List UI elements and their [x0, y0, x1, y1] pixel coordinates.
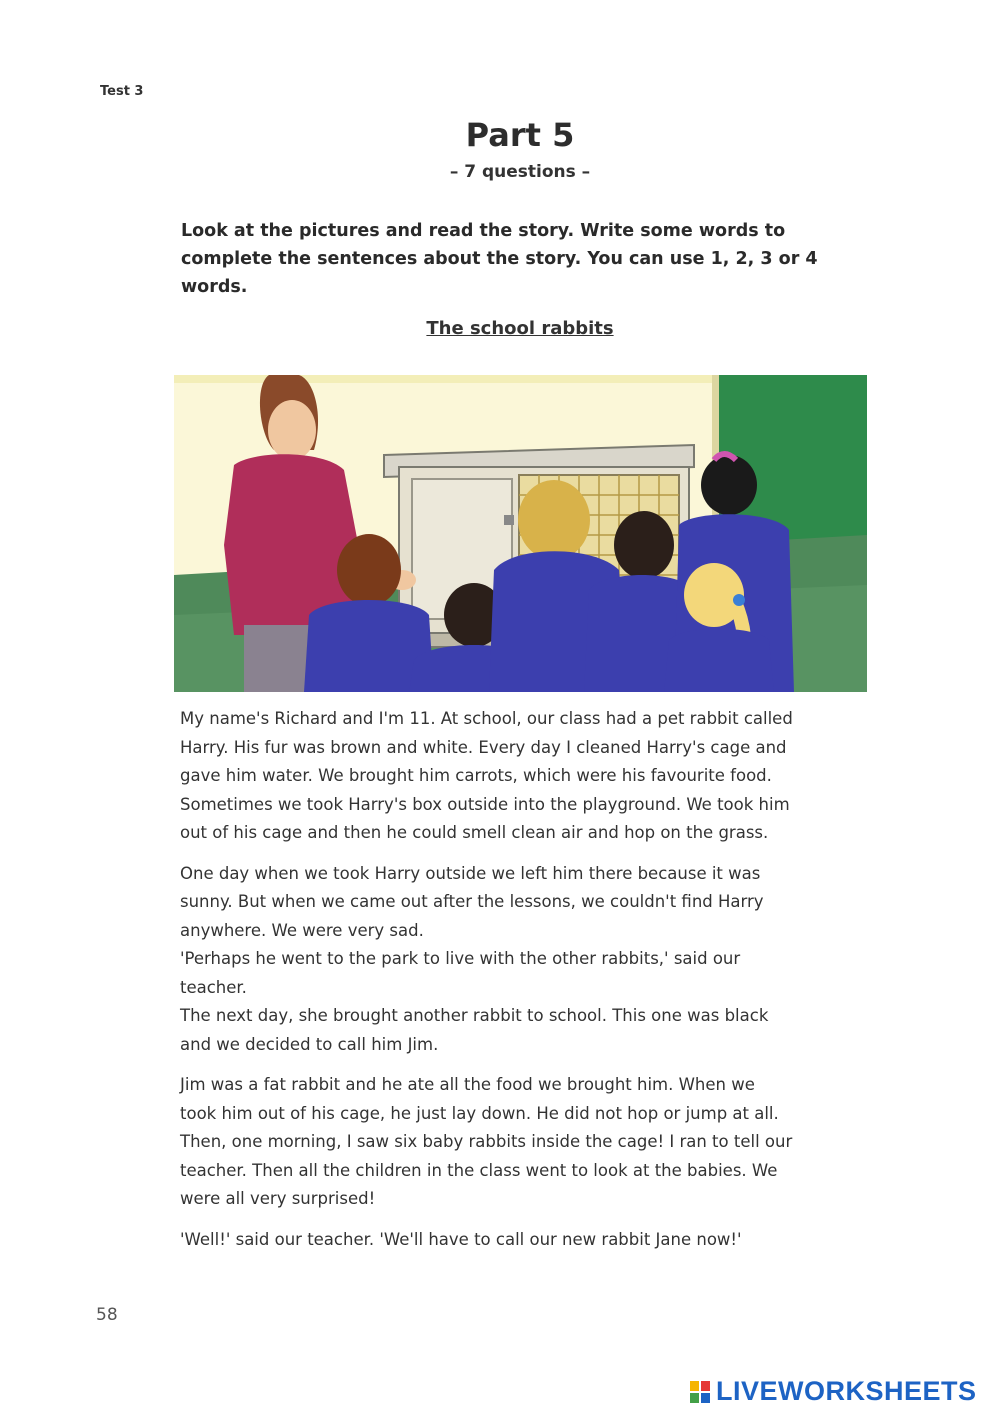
story-line: The next day, she brought another rabbit to school. This one was black — [180, 1006, 769, 1025]
story-paragraph-3 — [180, 1071, 870, 1214]
story-line: Sometimes we took Harry's box outside into the playground. We took him — [180, 794, 790, 814]
story-line: and we decided to call him Jim. — [180, 1034, 439, 1054]
liveworksheets-text: LIVEWORKSHEETS — [716, 1376, 977, 1406]
story-paragraph-4 — [180, 1226, 870, 1255]
instructions-text: Look at the pictures and read the story. Write some words to complete the sentences about the story. You can use 1, 2, 3 or 4 words. — [181, 221, 818, 297]
story-line: were all very surprised! — [180, 1189, 376, 1208]
story-line: 'Perhaps he went to the park to live with the other rabbits,' said our — [180, 949, 741, 968]
story-title: The school rabbits — [426, 318, 614, 339]
liveworksheets-icon — [690, 1381, 710, 1403]
story-line: teacher. Then all the children in the class went to look at the babies. We — [180, 1160, 778, 1180]
story-line: out of his cage and then he could smell clean air and hop on the grass. — [180, 823, 769, 842]
test-label: Test 3 — [100, 84, 144, 99]
page-title: Part 5 — [465, 116, 575, 154]
page-subtitle: – 7 questions – — [449, 162, 591, 182]
page-number: 58 — [96, 1305, 118, 1325]
story-text — [180, 705, 870, 1266]
story-line: Harry. His fur was brown and white. Every day I cleaned Harry's cage and — [180, 737, 787, 757]
story-line: teacher. — [180, 977, 247, 997]
story-line: Then, one morning, I saw six baby rabbits inside the cage! I ran to tell our — [180, 1132, 793, 1151]
story-line: gave him water. We brought him carrots, which were his favourite food. — [180, 766, 772, 785]
story-line: One day when we took Harry outside we left him there because it was — [180, 863, 761, 883]
story-line: took him out of his cage, he just lay down. He did not hop or jump at all. — [180, 1103, 779, 1123]
story-line: sunny. But when we came out after the lessons, we couldn't find Harry — [180, 892, 764, 911]
story-paragraph-1 — [180, 705, 870, 848]
story-line: My name's Richard and I'm 11. At school, our class had a pet rabbit called — [180, 709, 793, 728]
story-line: 'Well!' said our teacher. 'We'll have to call our new rabbit Jane now!' — [180, 1229, 742, 1249]
classroom-rabbit-illustration — [174, 375, 867, 692]
story-line: anywhere. We were very sad. — [180, 920, 424, 940]
story-paragraph-2 — [180, 860, 870, 1060]
liveworksheets-logo — [690, 1376, 977, 1407]
story-line: Jim was a fat rabbit and he ate all the food we brought him. When we — [180, 1075, 755, 1094]
